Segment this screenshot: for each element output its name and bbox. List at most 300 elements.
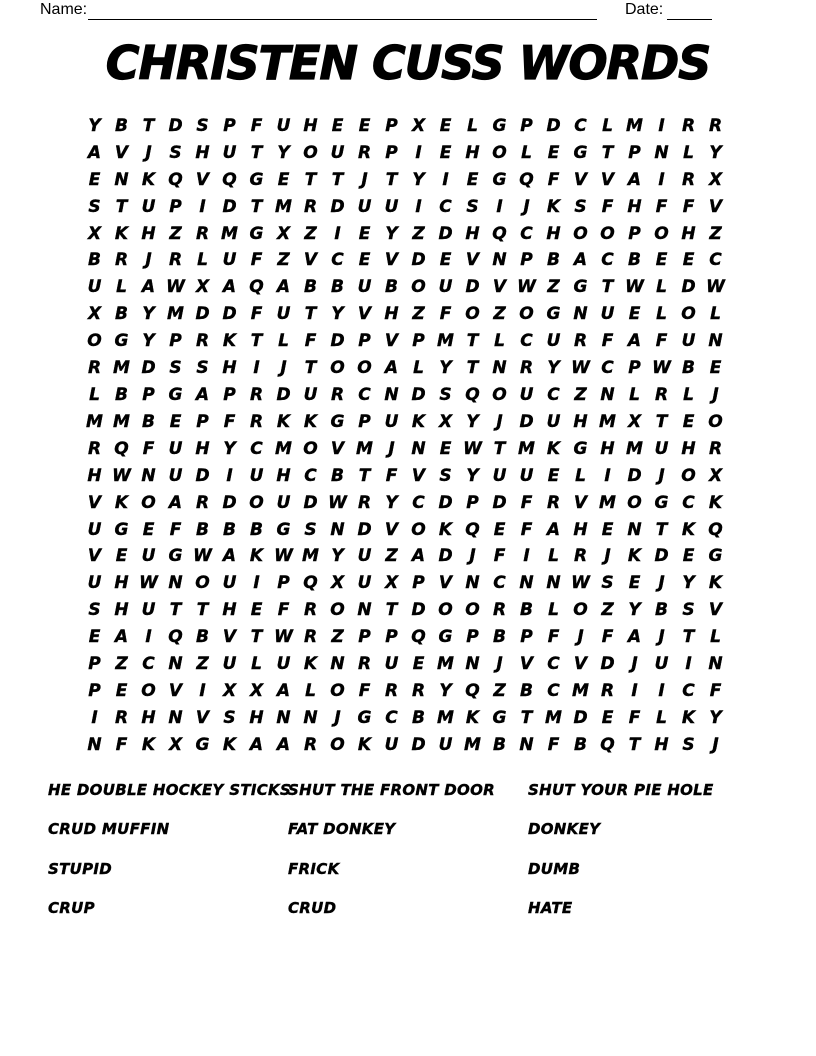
grid-letter: T bbox=[385, 169, 398, 190]
grid-letter: N bbox=[357, 600, 372, 621]
grid-letter: R bbox=[357, 654, 372, 675]
grid-letter: H bbox=[222, 358, 237, 379]
grid-letter: H bbox=[573, 411, 588, 432]
grid-letter: M bbox=[599, 492, 616, 513]
grid-letter: D bbox=[546, 115, 561, 136]
grid-letter: C bbox=[142, 654, 155, 675]
grid-letter: W bbox=[517, 277, 536, 298]
grid-letter: E bbox=[412, 654, 425, 675]
grid-letter: S bbox=[601, 573, 614, 594]
grid-letter: L bbox=[656, 707, 667, 728]
grid-letter: V bbox=[357, 304, 372, 325]
grid-letter: X bbox=[708, 465, 723, 486]
grid-letter: G bbox=[114, 519, 129, 540]
grid-letter: Z bbox=[709, 223, 722, 244]
grid-letter: P bbox=[385, 627, 398, 648]
grid-letter: C bbox=[412, 492, 425, 513]
grid-letter: F bbox=[655, 331, 668, 352]
grid-letter: D bbox=[600, 654, 615, 675]
grid-letter: E bbox=[709, 358, 722, 379]
grid-letter: D bbox=[330, 196, 345, 217]
grid-letter: F bbox=[223, 411, 236, 432]
grid-letter: B bbox=[115, 385, 128, 406]
grid-letter: N bbox=[114, 169, 129, 190]
grid-letter: F bbox=[601, 196, 614, 217]
grid-letter: O bbox=[330, 734, 345, 755]
grid-letter: Z bbox=[574, 385, 587, 406]
grid-letter: M bbox=[275, 196, 292, 217]
grid-letter: C bbox=[547, 654, 560, 675]
grid-letter: R bbox=[600, 680, 615, 701]
grid-letter: O bbox=[438, 600, 453, 621]
grid-letter: U bbox=[330, 142, 345, 163]
grid-letter: U bbox=[357, 196, 372, 217]
grid-letter: V bbox=[384, 250, 399, 271]
grid-letter: Z bbox=[277, 250, 290, 271]
grid-letter: I bbox=[415, 142, 422, 163]
grid-letter: N bbox=[519, 573, 534, 594]
grid-letter: L bbox=[710, 304, 721, 325]
grid-letter: Z bbox=[169, 223, 182, 244]
grid-letter: T bbox=[385, 600, 398, 621]
grid-letter: L bbox=[683, 385, 694, 406]
grid-letter: Q bbox=[222, 169, 237, 190]
grid-letter: D bbox=[411, 600, 426, 621]
grid-letter: H bbox=[249, 707, 264, 728]
grid-letter: P bbox=[358, 627, 371, 648]
grid-letter: Z bbox=[304, 223, 317, 244]
grid-letter: V bbox=[330, 438, 345, 459]
grid-letter: U bbox=[654, 438, 669, 459]
grid-letter: P bbox=[358, 331, 371, 352]
grid-letter: U bbox=[87, 277, 102, 298]
grid-letter: B bbox=[115, 304, 128, 325]
grid-letter: A bbox=[384, 358, 399, 379]
grid-letter: P bbox=[466, 492, 479, 513]
grid-letter: Q bbox=[303, 573, 318, 594]
grid-letter: S bbox=[196, 358, 209, 379]
grid-letter: F bbox=[142, 438, 155, 459]
grid-letter: C bbox=[331, 250, 344, 271]
word-list-item: CRUD bbox=[288, 899, 337, 918]
grid-letter: F bbox=[277, 600, 290, 621]
grid-letter: Y bbox=[331, 546, 344, 567]
grid-letter: O bbox=[627, 492, 642, 513]
grid-letter: V bbox=[519, 654, 534, 675]
grid-letter: U bbox=[384, 196, 399, 217]
grid-letter: P bbox=[466, 627, 479, 648]
date-label: Date: bbox=[625, 1, 664, 18]
grid-letter: R bbox=[330, 385, 345, 406]
grid-letter: B bbox=[628, 250, 641, 271]
grid-letter: M bbox=[302, 546, 319, 567]
grid-letter: H bbox=[546, 223, 561, 244]
grid-letter: B bbox=[331, 277, 344, 298]
grid-letter: N bbox=[141, 465, 156, 486]
grid-letter: F bbox=[601, 627, 614, 648]
grid-letter: W bbox=[463, 438, 482, 459]
grid-letter: U bbox=[357, 277, 372, 298]
grid-letter: K bbox=[276, 411, 291, 432]
grid-letter: R bbox=[681, 169, 696, 190]
grid-letter: G bbox=[708, 546, 723, 567]
grid-letter: Q bbox=[114, 438, 129, 459]
puzzle-title: CHRISTEN CUSS WORDS bbox=[105, 36, 711, 90]
grid-letter: F bbox=[115, 734, 128, 755]
grid-letter: A bbox=[168, 492, 183, 513]
grid-letter: H bbox=[195, 438, 210, 459]
grid-letter: Z bbox=[493, 304, 506, 325]
grid-letter: V bbox=[492, 277, 507, 298]
grid-letter: C bbox=[601, 358, 614, 379]
grid-letter: K bbox=[114, 492, 129, 513]
grid-letter: M bbox=[437, 707, 454, 728]
grid-letter: U bbox=[87, 573, 102, 594]
grid-letter: G bbox=[168, 546, 183, 567]
grid-letter: B bbox=[412, 707, 425, 728]
grid-letter: T bbox=[304, 304, 317, 325]
grid-letter: F bbox=[493, 546, 506, 567]
grid-letter: R bbox=[357, 142, 372, 163]
grid-letter: Y bbox=[628, 600, 641, 621]
grid-letter: P bbox=[628, 358, 641, 379]
grid-letter: F bbox=[385, 465, 398, 486]
grid-letter: I bbox=[199, 196, 206, 217]
grid-letter: L bbox=[521, 142, 532, 163]
grid-letter: U bbox=[141, 600, 156, 621]
grid-letter: O bbox=[600, 223, 615, 244]
grid-letter: F bbox=[547, 627, 560, 648]
grid-letter: B bbox=[682, 358, 695, 379]
grid-letter: P bbox=[88, 680, 101, 701]
grid-letter: E bbox=[358, 115, 371, 136]
grid-letter: N bbox=[519, 734, 534, 755]
grid-letter: U bbox=[654, 654, 669, 675]
grid-letter: E bbox=[628, 304, 641, 325]
grid-letter: J bbox=[388, 438, 395, 459]
grid-letter: A bbox=[222, 546, 237, 567]
grid-letter: O bbox=[681, 465, 696, 486]
grid-letter: G bbox=[438, 627, 453, 648]
grid-letter: B bbox=[250, 519, 263, 540]
grid-letter: V bbox=[708, 196, 723, 217]
grid-letter: C bbox=[250, 438, 263, 459]
grid-letter: E bbox=[358, 223, 371, 244]
grid-letter: G bbox=[249, 169, 264, 190]
grid-letter: M bbox=[275, 438, 292, 459]
grid-letter: O bbox=[519, 304, 534, 325]
grid-letter: Y bbox=[439, 680, 452, 701]
grid-letter: N bbox=[546, 573, 561, 594]
grid-letter: N bbox=[384, 385, 399, 406]
grid-letter: T bbox=[520, 707, 533, 728]
grid-letter: L bbox=[575, 465, 586, 486]
grid-letter: I bbox=[415, 196, 422, 217]
grid-letter: P bbox=[385, 142, 398, 163]
grid-letter: C bbox=[574, 115, 587, 136]
grid-letter: M bbox=[572, 680, 589, 701]
grid-letter: I bbox=[91, 707, 98, 728]
grid-letter: N bbox=[465, 573, 480, 594]
grid-letter: Q bbox=[600, 734, 615, 755]
grid-letter: D bbox=[438, 223, 453, 244]
grid-letter: J bbox=[280, 358, 287, 379]
grid-letter: A bbox=[276, 680, 291, 701]
grid-letter: K bbox=[438, 519, 453, 540]
grid-letter: S bbox=[682, 600, 695, 621]
grid-letter: D bbox=[519, 411, 534, 432]
grid-letter: V bbox=[465, 250, 480, 271]
grid-letter: B bbox=[196, 627, 209, 648]
grid-letter: I bbox=[658, 680, 665, 701]
grid-letter: J bbox=[469, 546, 476, 567]
grid-letter: I bbox=[685, 654, 692, 675]
grid-letter: C bbox=[493, 573, 506, 594]
grid-letter: R bbox=[303, 600, 318, 621]
grid-letter: T bbox=[196, 600, 209, 621]
grid-letter: F bbox=[439, 304, 452, 325]
grid-letter: Y bbox=[88, 115, 101, 136]
grid-letter: N bbox=[168, 654, 183, 675]
grid-letter: O bbox=[87, 331, 102, 352]
grid-letter: Q bbox=[249, 277, 264, 298]
grid-letter: P bbox=[277, 573, 290, 594]
grid-letter: I bbox=[631, 680, 638, 701]
grid-letter: O bbox=[195, 573, 210, 594]
grid-letter: G bbox=[546, 304, 561, 325]
grid-letter: C bbox=[439, 196, 452, 217]
grid-letter: R bbox=[303, 734, 318, 755]
grid-letter: P bbox=[412, 573, 425, 594]
grid-letter: U bbox=[492, 465, 507, 486]
grid-letter: N bbox=[276, 707, 291, 728]
word-list-item: CRUP bbox=[48, 899, 95, 918]
grid-letter: L bbox=[683, 142, 694, 163]
grid-letter: E bbox=[439, 250, 452, 271]
grid-letter: Y bbox=[331, 304, 344, 325]
grid-letter: A bbox=[573, 250, 588, 271]
grid-letter: A bbox=[222, 277, 237, 298]
grid-letter: J bbox=[631, 654, 638, 675]
grid-letter: U bbox=[303, 385, 318, 406]
grid-letter: T bbox=[493, 438, 506, 459]
grid-letter: H bbox=[465, 223, 480, 244]
grid-letter: V bbox=[708, 600, 723, 621]
grid-letter: S bbox=[88, 196, 101, 217]
grid-letter: H bbox=[654, 734, 669, 755]
grid-letter: O bbox=[411, 519, 426, 540]
grid-letter: J bbox=[577, 627, 584, 648]
grid-letter: L bbox=[197, 250, 208, 271]
grid-letter: U bbox=[546, 411, 561, 432]
grid-letter: D bbox=[411, 385, 426, 406]
grid-letter: L bbox=[278, 331, 289, 352]
grid-letter: J bbox=[658, 573, 665, 594]
grid-letter: P bbox=[628, 223, 641, 244]
grid-letter: T bbox=[358, 465, 371, 486]
grid-letter: N bbox=[492, 250, 507, 271]
grid-letter: D bbox=[303, 492, 318, 513]
grid-letter: Q bbox=[492, 223, 507, 244]
grid-letter: K bbox=[546, 438, 561, 459]
grid-letter: R bbox=[195, 492, 210, 513]
grid-letter: L bbox=[494, 331, 505, 352]
word-list-item: DONKEY bbox=[528, 820, 601, 839]
grid-letter: F bbox=[709, 680, 722, 701]
date-fill-line bbox=[667, 19, 712, 20]
grid-letter: N bbox=[492, 358, 507, 379]
grid-letter: W bbox=[166, 277, 185, 298]
grid-letter: P bbox=[520, 627, 533, 648]
grid-letter: P bbox=[385, 115, 398, 136]
grid-letter: I bbox=[334, 223, 341, 244]
grid-letter: K bbox=[222, 331, 237, 352]
grid-letter: Z bbox=[493, 680, 506, 701]
grid-letter: U bbox=[546, 331, 561, 352]
grid-letter: S bbox=[682, 734, 695, 755]
grid-letter: T bbox=[331, 169, 344, 190]
grid-letter: E bbox=[277, 169, 290, 190]
grid-letter: N bbox=[708, 331, 723, 352]
grid-letter: Q bbox=[708, 519, 723, 540]
grid-letter: W bbox=[274, 546, 293, 567]
grid-letter: U bbox=[357, 546, 372, 567]
grid-letter: V bbox=[384, 519, 399, 540]
grid-letter: S bbox=[169, 142, 182, 163]
grid-letter: S bbox=[466, 196, 479, 217]
word-list-item: SHUT YOUR PIE HOLE bbox=[528, 781, 714, 799]
grid-letter: I bbox=[523, 546, 530, 567]
grid-letter: W bbox=[571, 358, 590, 379]
grid-letter: N bbox=[168, 573, 183, 594]
grid-letter: W bbox=[139, 573, 158, 594]
grid-letter: D bbox=[168, 115, 183, 136]
word-list-item: FRICK bbox=[288, 859, 340, 878]
grid-letter: U bbox=[681, 331, 696, 352]
grid-letter: N bbox=[330, 654, 345, 675]
grid-letter: E bbox=[250, 600, 263, 621]
grid-letter: Y bbox=[439, 358, 452, 379]
grid-letter: B bbox=[223, 519, 236, 540]
grid-letter: U bbox=[249, 465, 264, 486]
grid-letter: S bbox=[439, 385, 452, 406]
grid-letter: N bbox=[330, 519, 345, 540]
grid-letter: H bbox=[681, 223, 696, 244]
grid-letter: O bbox=[249, 492, 264, 513]
grid-letter: Y bbox=[466, 411, 479, 432]
grid-letter: D bbox=[438, 492, 453, 513]
grid-letter: L bbox=[656, 277, 667, 298]
grid-letter: T bbox=[169, 600, 182, 621]
grid-letter: U bbox=[276, 304, 291, 325]
grid-letter: J bbox=[658, 627, 665, 648]
grid-letter: Y bbox=[142, 331, 155, 352]
grid-letter: O bbox=[141, 680, 156, 701]
grid-letter: R bbox=[708, 115, 723, 136]
grid-letter: H bbox=[681, 438, 696, 459]
grid-letter: E bbox=[169, 411, 182, 432]
name-fill-line bbox=[88, 19, 597, 20]
grid-letter: C bbox=[682, 680, 695, 701]
grid-letter: O bbox=[411, 277, 426, 298]
grid-letter: Z bbox=[196, 654, 209, 675]
grid-letter: P bbox=[142, 385, 155, 406]
grid-letter: C bbox=[304, 465, 317, 486]
grid-letter: D bbox=[654, 546, 669, 567]
grid-letter: V bbox=[600, 169, 615, 190]
grid-letter: H bbox=[465, 142, 480, 163]
grid-letter: T bbox=[682, 627, 695, 648]
grid-letter: X bbox=[168, 734, 183, 755]
grid-letter: T bbox=[115, 196, 128, 217]
grid-letter: S bbox=[196, 115, 209, 136]
grid-letter: O bbox=[303, 142, 318, 163]
grid-letter: X bbox=[222, 680, 237, 701]
grid-letter: J bbox=[712, 385, 719, 406]
grid-letter: P bbox=[628, 142, 641, 163]
grid-letter: W bbox=[571, 573, 590, 594]
grid-letter: C bbox=[547, 680, 560, 701]
grid-letter: T bbox=[304, 169, 317, 190]
grid-letter: A bbox=[195, 385, 210, 406]
grid-letter: R bbox=[681, 115, 696, 136]
grid-letter: A bbox=[411, 546, 426, 567]
grid-letter: H bbox=[87, 465, 102, 486]
grid-letter: G bbox=[357, 707, 372, 728]
grid-letter: L bbox=[413, 358, 424, 379]
grid-letter: Q bbox=[465, 519, 480, 540]
grid-letter: Q bbox=[168, 169, 183, 190]
grid-letter: L bbox=[89, 385, 100, 406]
grid-letter: I bbox=[253, 573, 260, 594]
grid-letter: B bbox=[547, 250, 560, 271]
grid-letter: D bbox=[465, 277, 480, 298]
grid-letter: B bbox=[493, 734, 506, 755]
grid-letter: T bbox=[655, 411, 668, 432]
grid-letter: R bbox=[492, 600, 507, 621]
grid-letter: H bbox=[114, 600, 129, 621]
grid-letter: F bbox=[304, 331, 317, 352]
grid-letter: X bbox=[195, 277, 210, 298]
grid-letter: M bbox=[437, 654, 454, 675]
grid-letter: X bbox=[411, 115, 426, 136]
grid-letter: K bbox=[708, 492, 723, 513]
grid-letter: R bbox=[195, 223, 210, 244]
grid-letter: A bbox=[249, 734, 264, 755]
grid-letter: S bbox=[169, 358, 182, 379]
grid-letter: H bbox=[141, 223, 156, 244]
grid-letter: V bbox=[384, 331, 399, 352]
grid-letter: X bbox=[627, 411, 642, 432]
grid-letter: Q bbox=[168, 627, 183, 648]
grid-letter: E bbox=[439, 115, 452, 136]
grid-letter: U bbox=[276, 492, 291, 513]
grid-letter: O bbox=[465, 304, 480, 325]
grid-letter: R bbox=[114, 707, 129, 728]
grid-letter: M bbox=[545, 707, 562, 728]
grid-letter: D bbox=[222, 492, 237, 513]
grid-letter: A bbox=[627, 627, 642, 648]
grid-letter: Q bbox=[465, 385, 480, 406]
grid-letter: D bbox=[438, 546, 453, 567]
grid-letter: F bbox=[628, 707, 641, 728]
grid-letter: H bbox=[276, 465, 291, 486]
grid-letter: U bbox=[438, 734, 453, 755]
word-list-item: HE DOUBLE HOCKEY STICKS bbox=[48, 781, 292, 799]
grid-letter: Y bbox=[385, 223, 398, 244]
grid-letter: M bbox=[626, 438, 643, 459]
grid-letter: R bbox=[249, 411, 264, 432]
